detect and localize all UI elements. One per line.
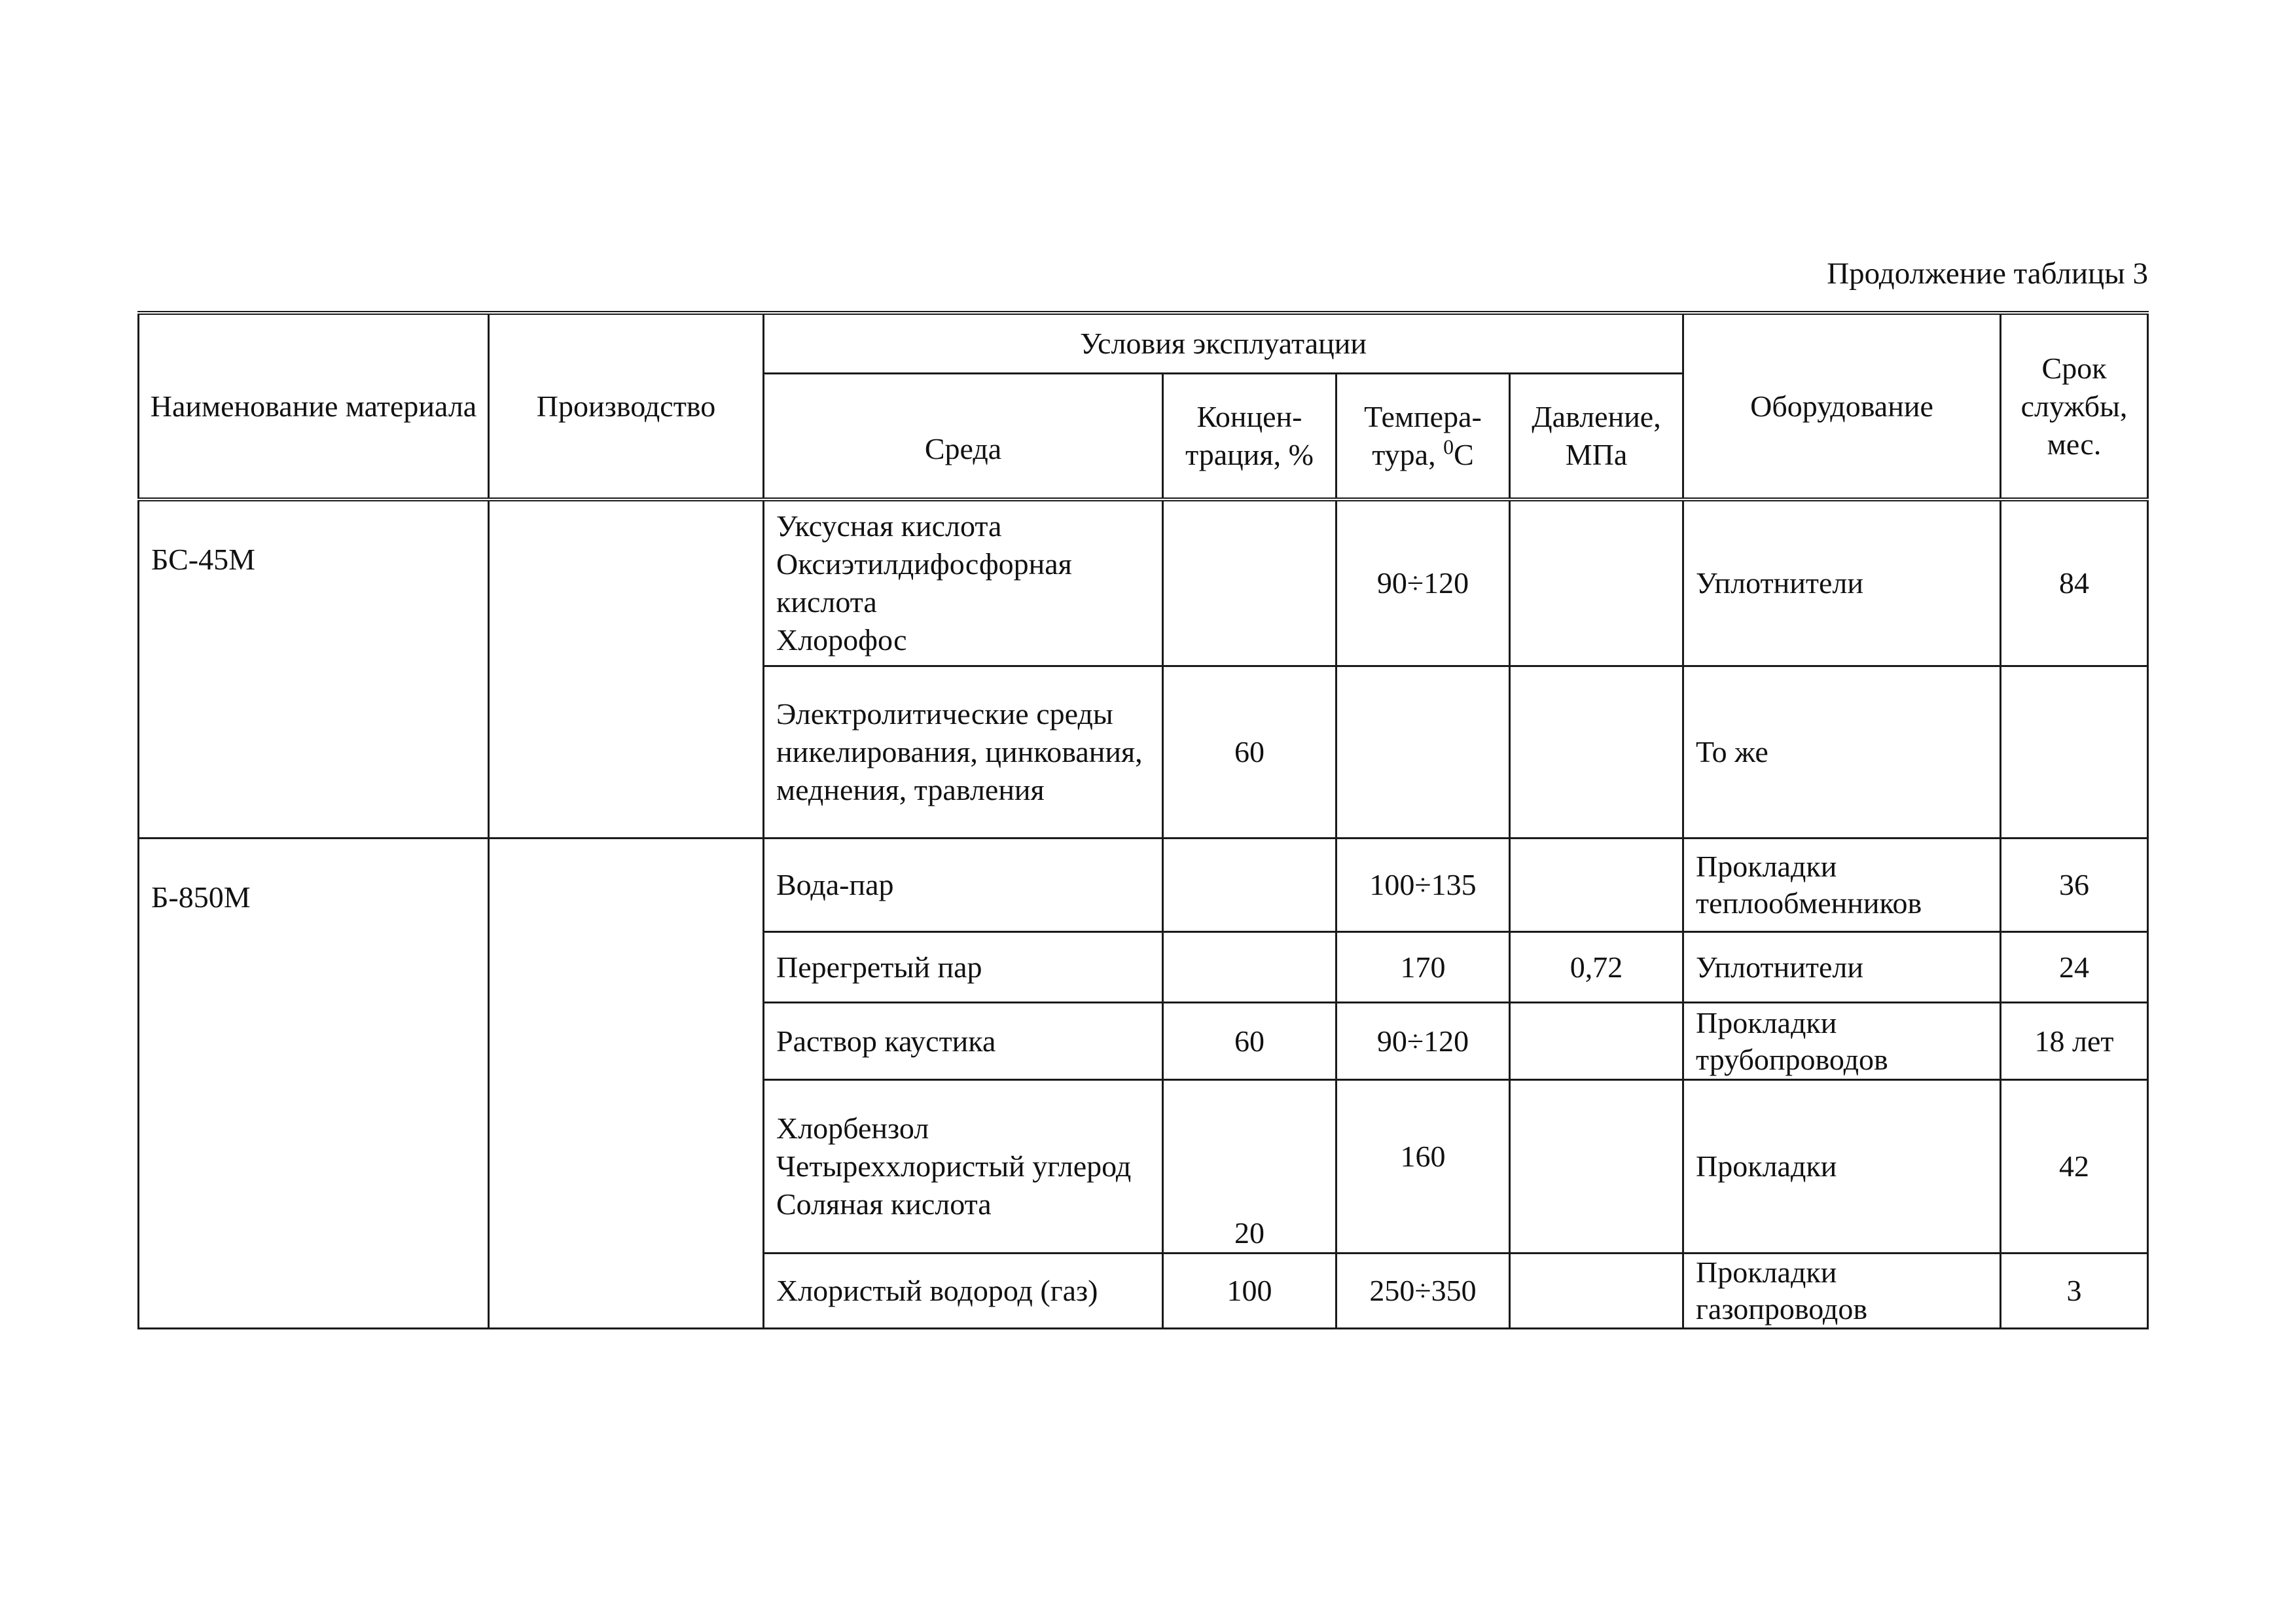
cell-equipment: Уплотнители xyxy=(1683,932,2001,1003)
cell-concentration xyxy=(1163,839,1336,932)
header-medium: Среда xyxy=(764,374,1163,500)
cell-service-life xyxy=(2001,666,2148,839)
cell-medium: Хлористый водород (газ) xyxy=(764,1254,1163,1329)
cell-medium: Хлорбензол Четыреххлористый углерод Соляная кислота xyxy=(764,1080,1163,1254)
header-production: Производство xyxy=(489,313,764,499)
cell-pressure: 0,72 xyxy=(1510,932,1683,1003)
cell-pressure xyxy=(1510,1080,1683,1254)
cell-equipment: Уплотнители xyxy=(1683,499,2001,666)
cell-equipment: То же xyxy=(1683,666,2001,839)
cell-service-life: 24 xyxy=(2001,932,2148,1003)
header-row-1 xyxy=(139,313,2148,374)
cell-pressure xyxy=(1510,839,1683,932)
header-material: Наименование материала xyxy=(139,313,489,499)
header-pressure: Давление, МПа xyxy=(1510,374,1683,500)
materials-table xyxy=(137,311,2149,1329)
header-service-life: Срок службы, мес. xyxy=(2001,313,2148,499)
cell-temperature: 160 xyxy=(1336,1080,1510,1254)
cell-pressure xyxy=(1510,1254,1683,1329)
header-temperature-prefix: Темпера-тура, xyxy=(1364,400,1482,471)
cell-service-life: 18 лет xyxy=(2001,1003,2148,1080)
cell-medium: Раствор каустика xyxy=(764,1003,1163,1080)
header-temperature xyxy=(1336,374,1510,500)
cell-pressure xyxy=(1510,499,1683,666)
cell-concentration xyxy=(1163,499,1336,666)
cell-equipment: Прокладки трубопроводов xyxy=(1683,1003,2001,1080)
table-caption: Продолжение таблицы 3 xyxy=(1827,257,2148,291)
header-conditions: Условия эксплуатации xyxy=(764,313,1683,374)
cell-pressure xyxy=(1510,1003,1683,1080)
cell-temperature: 90÷120 xyxy=(1336,499,1510,666)
cell-material: Б-850М xyxy=(139,839,489,1329)
cell-temperature: 100÷135 xyxy=(1336,839,1510,932)
cell-medium: Электролитические среды никелирования, цинкования, меднения, травления xyxy=(764,666,1163,839)
table-row xyxy=(139,839,2148,932)
cell-equipment: Прокладки газопроводов xyxy=(1683,1254,2001,1329)
cell-service-life: 42 xyxy=(2001,1080,2148,1254)
cell-production xyxy=(489,839,764,1329)
cell-service-life: 36 xyxy=(2001,839,2148,932)
cell-temperature xyxy=(1336,666,1510,839)
cell-temperature: 250÷350 xyxy=(1336,1254,1510,1329)
header-temperature-suffix: С xyxy=(1454,438,1474,471)
cell-equipment: Прокладки теплообменников xyxy=(1683,839,2001,932)
cell-concentration xyxy=(1163,932,1336,1003)
cell-medium: Перегретый пар xyxy=(764,932,1163,1003)
cell-service-life: 3 xyxy=(2001,1254,2148,1329)
cell-concentration: 60 xyxy=(1163,666,1336,839)
cell-temperature: 90÷120 xyxy=(1336,1003,1510,1080)
table-row xyxy=(139,499,2148,666)
cell-temperature: 170 xyxy=(1336,932,1510,1003)
cell-concentration: 60 xyxy=(1163,1003,1336,1080)
cell-concentration: 100 xyxy=(1163,1254,1336,1329)
header-equipment: Оборудование xyxy=(1683,313,2001,499)
header-temperature-sup: 0 xyxy=(1443,435,1454,459)
cell-material: БС-45М xyxy=(139,499,489,839)
cell-service-life: 84 xyxy=(2001,499,2148,666)
cell-production xyxy=(489,499,764,839)
cell-medium: Вода-пар xyxy=(764,839,1163,932)
cell-equipment: Прокладки xyxy=(1683,1080,2001,1254)
cell-concentration: 20 xyxy=(1163,1080,1336,1254)
header-concentration: Концен-трация, % xyxy=(1163,374,1336,500)
cell-pressure xyxy=(1510,666,1683,839)
cell-medium: Уксусная кислота Оксиэтилдифосфорная кислота Хлорофос xyxy=(764,499,1163,666)
